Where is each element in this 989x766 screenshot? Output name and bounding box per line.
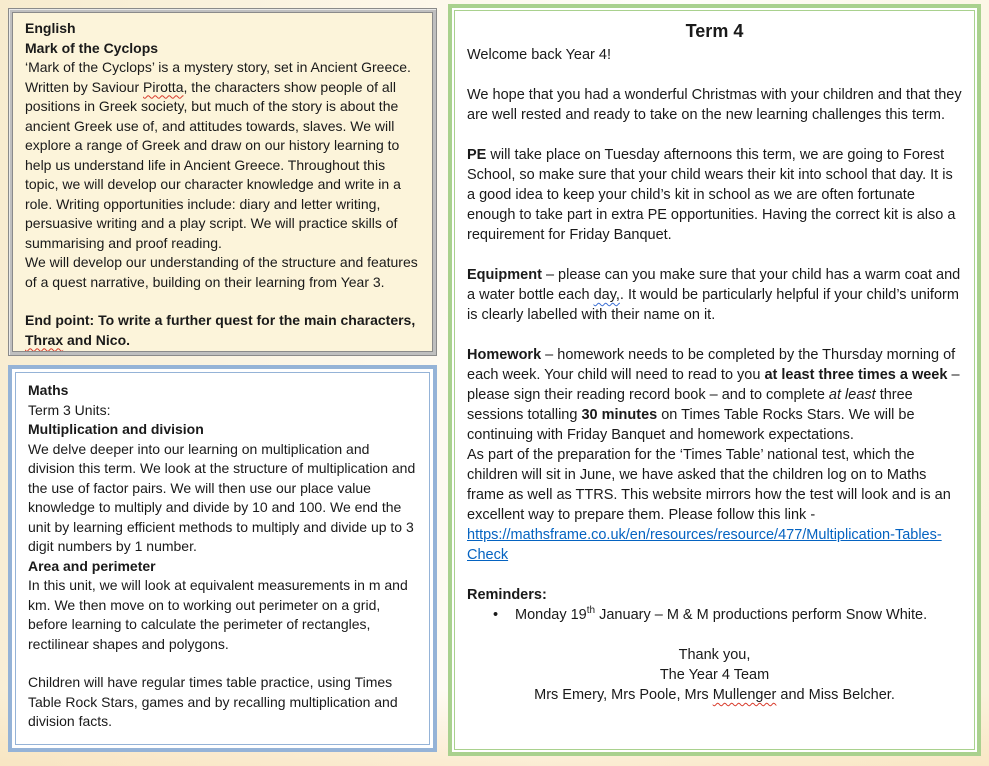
- misspelled-word: Pirotta: [143, 78, 184, 95]
- english-subtitle: Mark of the Cyclops: [25, 39, 159, 56]
- misspelled-word: Mullenger: [712, 687, 777, 703]
- reminder-text: Monday 19th January – M & M productions perform Snow White.: [515, 605, 928, 623]
- maths-title: Maths: [28, 382, 69, 398]
- grammar-flagged-word: day,: [593, 287, 620, 303]
- maths-heading-area: Area and perimeter: [28, 557, 156, 574]
- blank-line: [25, 292, 420, 311]
- term4-preparation-paragraph: As part of the preparation for the ‘Times Table’ national test, which the children will sit in June, we have asked that the children log on to Maths frame as well as TTRS. This website mirrors how the test will look and is an excellent way to prepare them. Please follow this link - https://mathsframe.co.uk/en/resources/resource/477/Multiplication-Tables-Check: [467, 447, 951, 563]
- blank-line: [467, 65, 962, 85]
- english-title: English: [25, 20, 76, 36]
- reminder-list-item: [467, 605, 962, 625]
- maths-paragraph-2: In this unit, we will look at equivalent measurements in m and km. We then move on to working out perimeter on a grid, before learning to calculate the perimeter of rectangles, rectilinear shapes and polygons.: [28, 577, 408, 652]
- blank-line: [467, 625, 962, 645]
- term4-box: [448, 4, 981, 756]
- term4-reminders-title: Reminders:: [467, 587, 547, 603]
- english-box: [8, 8, 437, 356]
- term4-thanks-line1: Thank you,: [678, 647, 751, 663]
- mathsframe-link[interactable]: https://mathsframe.co.uk/en/resources/resource/477/Multiplication-Tables-Check: [467, 527, 942, 563]
- maths-paragraph-1: We delve deeper into our learning on multiplication and division this term. We look at the structure of multiplication and the use of factor pairs. We will then use our place value knowledge to multiply and divide by 10 and 100. We end the unit by learning efficient methods to multiply and divide up to 3 digit numbers by 1 number.: [28, 440, 416, 554]
- blank-line: [467, 325, 962, 345]
- blank-line: [467, 565, 962, 585]
- term4-box-content: [454, 10, 975, 750]
- maths-box: [8, 365, 437, 752]
- term4-welcome: Welcome back Year 4!: [467, 47, 612, 63]
- blank-line: [467, 245, 962, 265]
- term4-equipment-paragraph: Equipment – please can you make sure that your child has a warm coat and a water bottle each day,. It would be particularly helpful if your child’s uniform is clearly labelled with their name on it.: [467, 267, 961, 323]
- term4-pe-paragraph: PE will take place on Tuesday afternoons this term, we are going to Forest School, so make sure that your child wears their kit into school that day. It is a good idea to keep your child’s kit in school as we are often fortunate enough to take part in extra PE opportunities. Having the correct kit is also a requirement for Friday Banquet.: [467, 147, 956, 243]
- maths-subtitle: Term 3 Units:: [28, 401, 111, 418]
- english-paragraph-2: We will develop our understanding of the structure and features of a quest narrative, building on their learning from Year 3.: [25, 254, 418, 290]
- maths-box-content: [15, 372, 430, 745]
- blank-line: [467, 125, 962, 145]
- maths-heading-multiplication: Multiplication and division: [28, 421, 204, 437]
- english-box-content: [12, 12, 433, 352]
- term4-intro: We hope that you had a wonderful Christmas with your children and that they are well rested and ready to take on the new learning challenges this term.: [467, 87, 962, 123]
- term4-title: Term 4: [685, 21, 744, 41]
- term4-thanks-line2: The Year 4 Team: [659, 667, 770, 683]
- english-endpoint: End point: To write a further quest for the main characters, Thrax and Nico.: [25, 312, 416, 348]
- maths-paragraph-3: Children will have regular times table practice, using Times Table Rock Stars, games and by recalling multiplication and division facts.: [28, 674, 398, 729]
- misspelled-word: Thrax: [25, 331, 64, 348]
- blank-line: [28, 654, 417, 673]
- term4-team-line: Mrs Emery, Mrs Poole, Mrs Mullenger and Miss Belcher.: [534, 687, 895, 703]
- bullet-icon: •: [493, 607, 499, 623]
- english-paragraph-1: ‘Mark of the Cyclops’ is a mystery story, set in Ancient Greece. Written by Saviour Pirotta, the characters show people of all positions in Greek society, but much of the story is about the ancient Greek use of, and attitudes towards, slaves. We will explore a range of Greek and draw on our history learning to help us understand life in Ancient Greece. Throughout this topic, we will develop our character knowledge and write in a role. Writing opportunities include: diary and letter writing, persuasive writing and a play script. We will practice skills of summarising and proof reading.: [25, 59, 411, 251]
- term4-homework-paragraph: Homework – homework needs to be completed by the Thursday morning of each week. Your child will need to read to you at least three times a week – please sign their reading record book – and to complete at least three sessions totalling 30 minutes on Times Table Rocks Stars. We will be continuing with Friday Banquet and homework expectations.: [467, 347, 960, 443]
